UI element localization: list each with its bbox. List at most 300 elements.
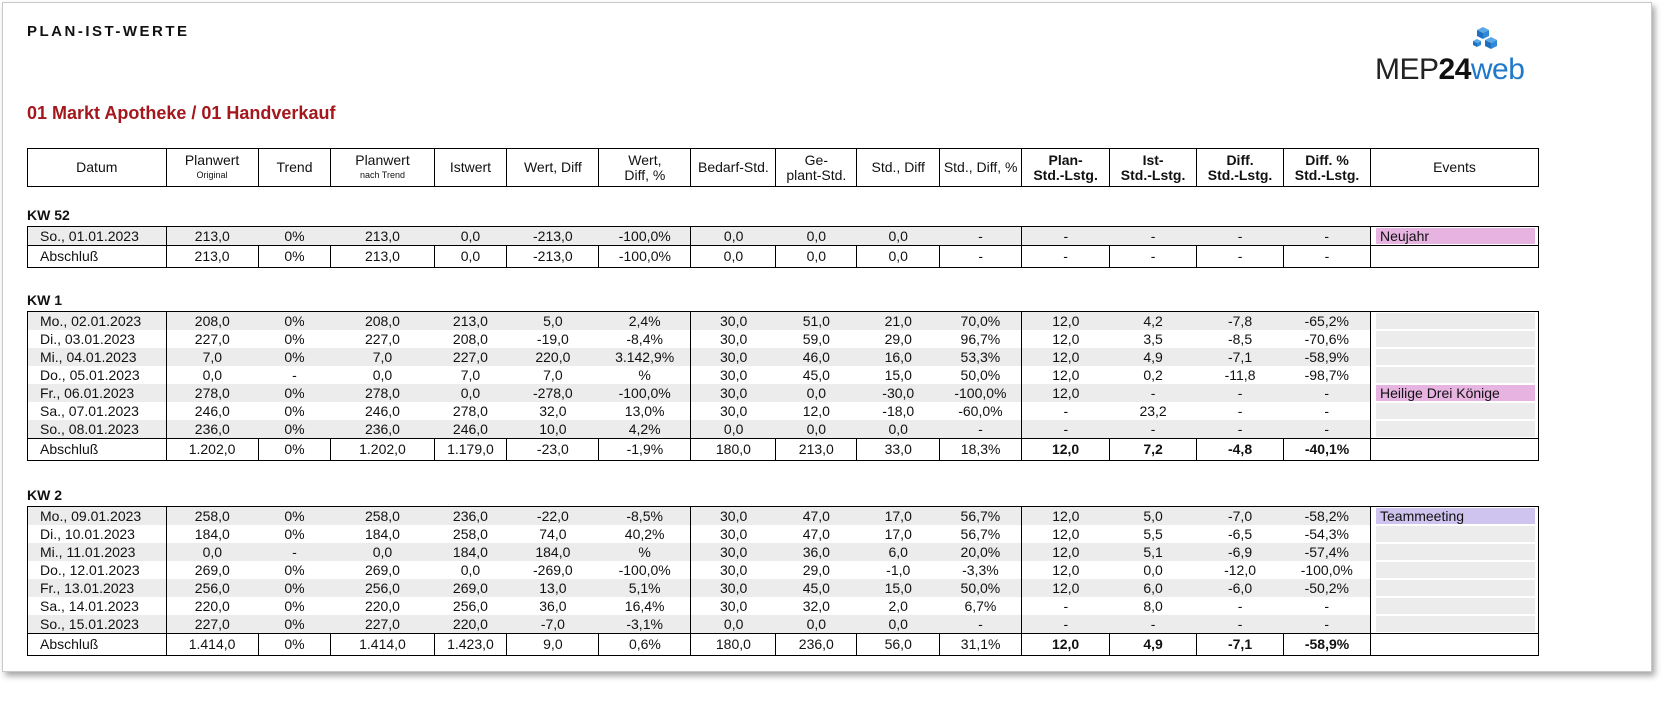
summary-value: 0,6% — [599, 634, 691, 656]
value-cell: 236,0 — [166, 420, 258, 439]
value-cell: 12,0 — [1022, 525, 1110, 543]
event-badge: Neujahr — [1376, 228, 1535, 244]
value-cell: 12,0 — [1022, 507, 1110, 526]
summary-value: - — [1197, 246, 1284, 268]
value-cell: 30,0 — [691, 561, 776, 579]
value-cell: 256,0 — [166, 579, 258, 597]
summary-value: -7,1 — [1197, 634, 1284, 656]
event-cell — [1371, 312, 1539, 331]
value-cell: 227,0 — [166, 615, 258, 634]
value-cell: -1,0 — [886, 561, 911, 578]
value-cell: - — [1110, 420, 1197, 439]
value-cell: -98,7% — [1304, 366, 1349, 383]
value-cell: 45,0 — [776, 579, 857, 597]
value-cell: 12,0 — [1022, 561, 1110, 579]
column-header-7 — [691, 149, 776, 187]
value-cell: 256,0 — [452, 597, 488, 614]
summary-value: 0,0 — [434, 246, 507, 268]
date-cell: Do., 12.01.2023 — [40, 561, 140, 578]
summary-value: 4,9 — [1110, 634, 1197, 656]
value-cell: 4,2% — [599, 420, 691, 439]
value-cell: 0,0 — [857, 615, 940, 634]
summary-value: 1.179,0 — [434, 439, 507, 461]
value-cell: - — [1284, 227, 1371, 246]
value-cell: 0% — [258, 312, 331, 331]
column-header-sublabel: plant-Std. — [786, 166, 847, 183]
value-cell: - — [1022, 402, 1110, 420]
value-cell: - — [940, 615, 1022, 634]
value-cell: 47,0 — [802, 525, 830, 542]
event-cell — [1371, 366, 1539, 384]
value-cell: 30,0 — [691, 312, 776, 331]
date-cell: Sa., 14.01.2023 — [40, 597, 139, 614]
value-cell: -100,0% — [940, 384, 1022, 402]
value-cell: 0% — [284, 561, 305, 578]
value-cell: - — [258, 543, 331, 561]
summary-value: -40,1% — [1284, 439, 1371, 461]
summary-value: - — [1110, 246, 1197, 268]
column-header-0 — [28, 149, 167, 187]
value-cell: 220,0 — [166, 597, 258, 615]
date-cell: Mi., 11.01.2023 — [28, 543, 167, 561]
column-header-label: Diff. % — [1305, 151, 1349, 168]
value-cell: 6,0 — [857, 543, 940, 561]
value-cell: -30,0 — [857, 384, 940, 402]
value-cell: 5,0 — [1110, 507, 1197, 526]
value-cell: 30,0 — [691, 579, 776, 597]
value-cell: 13,0% — [624, 402, 665, 419]
summary-row — [28, 246, 1539, 268]
value-cell: 0,0 — [166, 543, 258, 561]
value-cell: 184,0 — [364, 525, 400, 542]
value-cell: % — [599, 543, 691, 561]
column-header-sublabel: Std.-Lstg. — [1207, 166, 1273, 183]
event-badge: Heilige Drei Könige — [1376, 385, 1535, 401]
value-cell: -7,0 — [507, 615, 599, 634]
value-cell: 10,0 — [507, 420, 599, 439]
value-cell: -100,0% — [1300, 561, 1353, 578]
event-cell — [1371, 420, 1539, 439]
value-cell: 32,0 — [802, 597, 830, 614]
summary-value: - — [940, 246, 1022, 268]
value-cell: 30,0 — [691, 525, 776, 543]
column-header-label: Planwert — [355, 152, 410, 168]
value-cell: 213,0 — [166, 227, 258, 246]
value-cell: 45,0 — [802, 366, 830, 383]
value-cell: 246,0 — [434, 420, 507, 439]
value-cell: 53,3% — [940, 348, 1022, 366]
summary-label: Abschluß — [28, 246, 167, 268]
event-cell — [1371, 507, 1539, 526]
column-header-label: Wert, Diff — [523, 159, 582, 175]
value-cell: -58,2% — [1284, 507, 1371, 526]
value-cell: -8,5 — [1227, 330, 1253, 347]
value-cell: 5,0 — [507, 312, 599, 331]
column-header-label: Std., Diff, % — [943, 159, 1018, 175]
value-cell: 96,7% — [960, 330, 1001, 347]
mep24web-logo — [1375, 25, 1545, 91]
table-row — [28, 384, 1539, 402]
value-cell: 7,0 — [543, 366, 563, 383]
value-cell: 208,0 — [331, 312, 434, 331]
value-cell: 6,0 — [1110, 579, 1197, 597]
column-header-8 — [776, 149, 857, 187]
value-cell: 36,0 — [539, 597, 567, 614]
event-cell — [1371, 579, 1539, 597]
summary-value: 31,1% — [940, 634, 1022, 656]
date-cell: Di., 10.01.2023 — [40, 525, 135, 542]
summary-value — [1371, 439, 1539, 461]
value-cell: 5,1% — [599, 579, 691, 597]
summary-value: 56,0 — [857, 634, 940, 656]
column-header-4 — [434, 149, 507, 187]
value-cell: -6,0 — [1197, 579, 1284, 597]
value-cell: 12,0 — [1022, 312, 1110, 331]
event-empty — [1376, 616, 1535, 632]
table-row — [28, 507, 1539, 526]
value-cell: 236,0 — [331, 420, 434, 439]
value-cell: 56,7% — [940, 507, 1022, 526]
week-table — [27, 311, 1539, 461]
value-cell: 30,0 — [691, 384, 776, 402]
value-cell: 227,0 — [331, 615, 434, 634]
summary-value: 1.414,0 — [166, 634, 258, 656]
value-cell: -19,0 — [536, 330, 569, 347]
summary-value: 0,0 — [776, 246, 857, 268]
value-cell: 12,0 — [1022, 384, 1110, 402]
value-cell: 0,0 — [776, 420, 857, 439]
value-cell: -60,0% — [958, 402, 1003, 419]
summary-value: -1,9% — [599, 439, 691, 461]
week-label: KW 52 — [27, 207, 70, 223]
value-cell: - — [1197, 384, 1284, 402]
summary-value — [1371, 246, 1539, 268]
value-cell: 46,0 — [776, 348, 857, 366]
column-header-table — [27, 148, 1539, 187]
value-cell: -18,0 — [882, 402, 915, 419]
store-department-title: 01 Markt Apotheke / 01 Handverkauf — [27, 103, 336, 123]
value-cell: - — [1284, 384, 1371, 402]
summary-value: 1.202,0 — [166, 439, 258, 461]
summary-value: -100,0% — [599, 246, 691, 268]
column-header-9 — [857, 149, 940, 187]
event-badge: Teammeeting — [1376, 508, 1535, 524]
value-cell: -3,3% — [962, 561, 999, 578]
summary-value: 180,0 — [691, 634, 776, 656]
value-cell: 0% — [258, 615, 331, 634]
value-cell: 0,0 — [372, 366, 393, 383]
value-cell: -7,1 — [1197, 348, 1284, 366]
value-cell: 23,2 — [1139, 402, 1167, 419]
date-cell: So., 15.01.2023 — [28, 615, 167, 634]
table-row — [28, 525, 1539, 543]
value-cell: 0,0 — [460, 561, 481, 578]
value-cell: 59,0 — [802, 330, 830, 347]
value-cell: 15,0 — [857, 579, 940, 597]
value-cell: 12,0 — [1022, 366, 1110, 384]
summary-value: -4,8 — [1197, 439, 1284, 461]
value-cell: 184,0 — [507, 543, 599, 561]
week-label: KW 2 — [27, 487, 62, 503]
date-cell: Do., 05.01.2023 — [40, 366, 140, 383]
value-cell: 269,0 — [434, 579, 507, 597]
column-header-sublabel: Std.-Lstg. — [1120, 166, 1186, 183]
value-cell: 0,0 — [166, 366, 258, 384]
value-cell: - — [940, 227, 1022, 246]
value-cell: 7,0 — [166, 348, 258, 366]
value-cell: -54,3% — [1304, 525, 1349, 542]
value-cell: - — [1237, 597, 1243, 614]
column-header-6 — [599, 149, 691, 187]
column-header-label: Events — [1433, 159, 1476, 175]
summary-value: - — [1022, 246, 1110, 268]
value-cell: 269,0 — [364, 561, 400, 578]
value-cell: 220,0 — [364, 597, 400, 614]
value-cell: 0,0 — [776, 227, 857, 246]
summary-value: 213,0 — [166, 246, 258, 268]
summary-value: 12,0 — [1022, 439, 1110, 461]
value-cell: 6,7% — [964, 597, 997, 614]
date-cell: Mi., 04.01.2023 — [28, 348, 167, 366]
column-header-row — [28, 149, 1539, 187]
event-empty — [1376, 544, 1535, 560]
value-cell: 12,0 — [1022, 330, 1110, 348]
value-cell: 0,0 — [776, 615, 857, 634]
value-cell: 12,0 — [802, 402, 830, 419]
value-cell: 0,0 — [434, 384, 507, 402]
value-cell: - — [1197, 420, 1284, 439]
table-row — [28, 227, 1539, 246]
summary-value: -213,0 — [507, 246, 599, 268]
value-cell: 184,0 — [166, 525, 258, 543]
value-cell: 29,0 — [884, 330, 912, 347]
value-cell: 227,0 — [166, 330, 258, 348]
column-header-label: Datum — [76, 159, 118, 175]
event-empty — [1376, 598, 1535, 614]
value-cell: 258,0 — [452, 525, 488, 542]
event-cell — [1371, 402, 1539, 420]
column-header-label: Trend — [276, 159, 313, 175]
event-cell — [1371, 543, 1539, 561]
value-cell: 0,0 — [1143, 561, 1163, 578]
value-cell: -100,0% — [599, 227, 691, 246]
value-cell: - — [1022, 615, 1110, 634]
table-row — [28, 615, 1539, 634]
summary-value: 1.414,0 — [331, 634, 434, 656]
date-cell: Fr., 06.01.2023 — [28, 384, 167, 402]
value-cell: 17,0 — [857, 507, 940, 526]
value-cell: - — [1284, 615, 1371, 634]
event-cell — [1371, 348, 1539, 366]
week-table — [27, 226, 1539, 268]
value-cell: 30,0 — [691, 348, 776, 366]
summary-value: 1.423,0 — [434, 634, 507, 656]
summary-value: 213,0 — [776, 439, 857, 461]
value-cell: 0% — [284, 402, 305, 419]
table-row — [28, 579, 1539, 597]
value-cell: 29,0 — [802, 561, 830, 578]
value-cell: 0% — [258, 579, 331, 597]
value-cell: -12,0 — [1224, 561, 1256, 578]
value-cell: - — [1324, 402, 1330, 419]
summary-value: 0,0 — [857, 246, 940, 268]
value-cell: 278,0 — [452, 402, 488, 419]
event-empty — [1376, 367, 1535, 383]
value-cell: 36,0 — [776, 543, 857, 561]
value-cell: 40,2% — [624, 525, 665, 542]
column-header-3 — [331, 149, 434, 187]
value-cell: 8,0 — [1143, 597, 1163, 614]
value-cell: - — [292, 366, 297, 383]
column-header-5 — [507, 149, 599, 187]
value-cell: 0,0 — [857, 227, 940, 246]
column-header-14 — [1284, 149, 1371, 187]
value-cell: 208,0 — [452, 330, 488, 347]
value-cell: 278,0 — [331, 384, 434, 402]
value-cell: 7,0 — [331, 348, 434, 366]
value-cell: 0,2 — [1143, 366, 1163, 383]
value-cell: 3,5 — [1143, 330, 1163, 347]
value-cell: -100,0% — [599, 384, 691, 402]
value-cell: % — [638, 366, 651, 383]
value-cell: 246,0 — [364, 402, 400, 419]
value-cell: - — [1284, 420, 1371, 439]
summary-row — [28, 439, 1539, 461]
value-cell: 5,1 — [1110, 543, 1197, 561]
summary-value: 0,0 — [691, 246, 776, 268]
table-row — [28, 348, 1539, 366]
table-row — [28, 366, 1539, 384]
table-row — [28, 543, 1539, 561]
value-cell: 12,0 — [1022, 579, 1110, 597]
value-cell: 70,0% — [940, 312, 1022, 331]
value-cell: -6,5 — [1227, 525, 1253, 542]
value-cell: 0,0 — [331, 543, 434, 561]
value-cell: 56,7% — [960, 525, 1001, 542]
event-cell — [1371, 597, 1539, 615]
column-header-11 — [1022, 149, 1110, 187]
value-cell: 184,0 — [434, 543, 507, 561]
summary-value: 9,0 — [507, 634, 599, 656]
column-header-label: Std., Diff — [871, 159, 925, 175]
value-cell: - — [1197, 615, 1284, 634]
value-cell: 0% — [284, 330, 305, 347]
value-cell: -65,2% — [1284, 312, 1371, 331]
value-cell: 213,0 — [331, 227, 434, 246]
value-cell: 12,0 — [1022, 348, 1110, 366]
value-cell: 220,0 — [434, 615, 507, 634]
value-cell: 258,0 — [166, 507, 258, 526]
value-cell: - — [1110, 227, 1197, 246]
value-cell: 0% — [258, 227, 331, 246]
column-header-label: Diff. — [1226, 151, 1254, 168]
column-header-label: Wert, — [628, 151, 662, 168]
event-empty — [1376, 421, 1535, 437]
value-cell: 0,0 — [691, 227, 776, 246]
value-cell: 32,0 — [539, 402, 567, 419]
summary-value: 1.202,0 — [331, 439, 434, 461]
column-header-sublabel: Diff, % — [624, 166, 666, 183]
value-cell: -57,4% — [1284, 543, 1371, 561]
value-cell: -100,0% — [618, 561, 671, 578]
value-cell: - — [1022, 597, 1110, 615]
value-cell: 5,5 — [1143, 525, 1163, 542]
value-cell: - — [940, 420, 1022, 439]
value-cell: 50,0% — [960, 366, 1001, 383]
event-empty — [1376, 526, 1535, 542]
value-cell: 30,0 — [691, 366, 776, 384]
event-empty — [1376, 580, 1535, 596]
value-cell: -70,6% — [1304, 330, 1349, 347]
event-empty — [1376, 562, 1535, 578]
value-cell: 2,0 — [888, 597, 908, 614]
column-header-10 — [940, 149, 1022, 187]
date-cell: So., 08.01.2023 — [28, 420, 167, 439]
value-cell: - — [1197, 227, 1284, 246]
report-title: PLAN-IST-WERTE — [27, 23, 190, 40]
value-cell: 0% — [258, 420, 331, 439]
column-header-label: Ist- — [1142, 151, 1164, 168]
event-empty — [1376, 349, 1535, 365]
value-cell: 0% — [284, 597, 305, 614]
date-cell: Fr., 13.01.2023 — [28, 579, 167, 597]
week-table — [27, 506, 1539, 656]
event-cell — [1371, 330, 1539, 348]
table-row — [28, 312, 1539, 331]
value-cell: 227,0 — [364, 330, 400, 347]
value-cell: -8,4% — [626, 330, 663, 347]
value-cell: 30,0 — [691, 507, 776, 526]
value-cell: 74,0 — [539, 525, 567, 542]
summary-value: 0% — [258, 246, 331, 268]
event-empty — [1376, 403, 1535, 419]
value-cell: -278,0 — [507, 384, 599, 402]
column-header-sublabel: Original — [196, 170, 228, 180]
summary-value: - — [1284, 246, 1371, 268]
column-header-label: Istwert — [449, 159, 492, 175]
value-cell: -6,9 — [1197, 543, 1284, 561]
value-cell: 220,0 — [507, 348, 599, 366]
column-header-12 — [1110, 149, 1197, 187]
column-header-1 — [166, 149, 258, 187]
value-cell: 246,0 — [166, 402, 258, 420]
value-cell: 0,0 — [857, 420, 940, 439]
value-cell: 16,4% — [624, 597, 665, 614]
table-row — [28, 420, 1539, 439]
value-cell: 278,0 — [166, 384, 258, 402]
week-label: KW 1 — [27, 292, 62, 308]
value-cell: 30,0 — [691, 330, 776, 348]
table-row — [28, 330, 1539, 348]
value-cell: 269,0 — [166, 561, 258, 579]
value-cell: - — [1110, 615, 1197, 634]
value-cell: 47,0 — [776, 507, 857, 526]
value-cell: 30,0 — [691, 597, 776, 615]
value-cell: 0,0 — [691, 615, 776, 634]
value-cell: - — [1324, 597, 1330, 614]
summary-value: 0% — [258, 439, 331, 461]
summary-value — [1371, 634, 1539, 656]
value-cell: 0,0 — [776, 384, 857, 402]
value-cell: 30,0 — [691, 543, 776, 561]
value-cell: 0% — [258, 348, 331, 366]
value-cell: - — [1022, 420, 1110, 439]
summary-row — [28, 634, 1539, 656]
logo-wordmark: MEP24web — [1375, 53, 1525, 86]
summary-value: -58,9% — [1284, 634, 1371, 656]
value-cell: -7,0 — [1197, 507, 1284, 526]
value-cell: -8,5% — [599, 507, 691, 526]
